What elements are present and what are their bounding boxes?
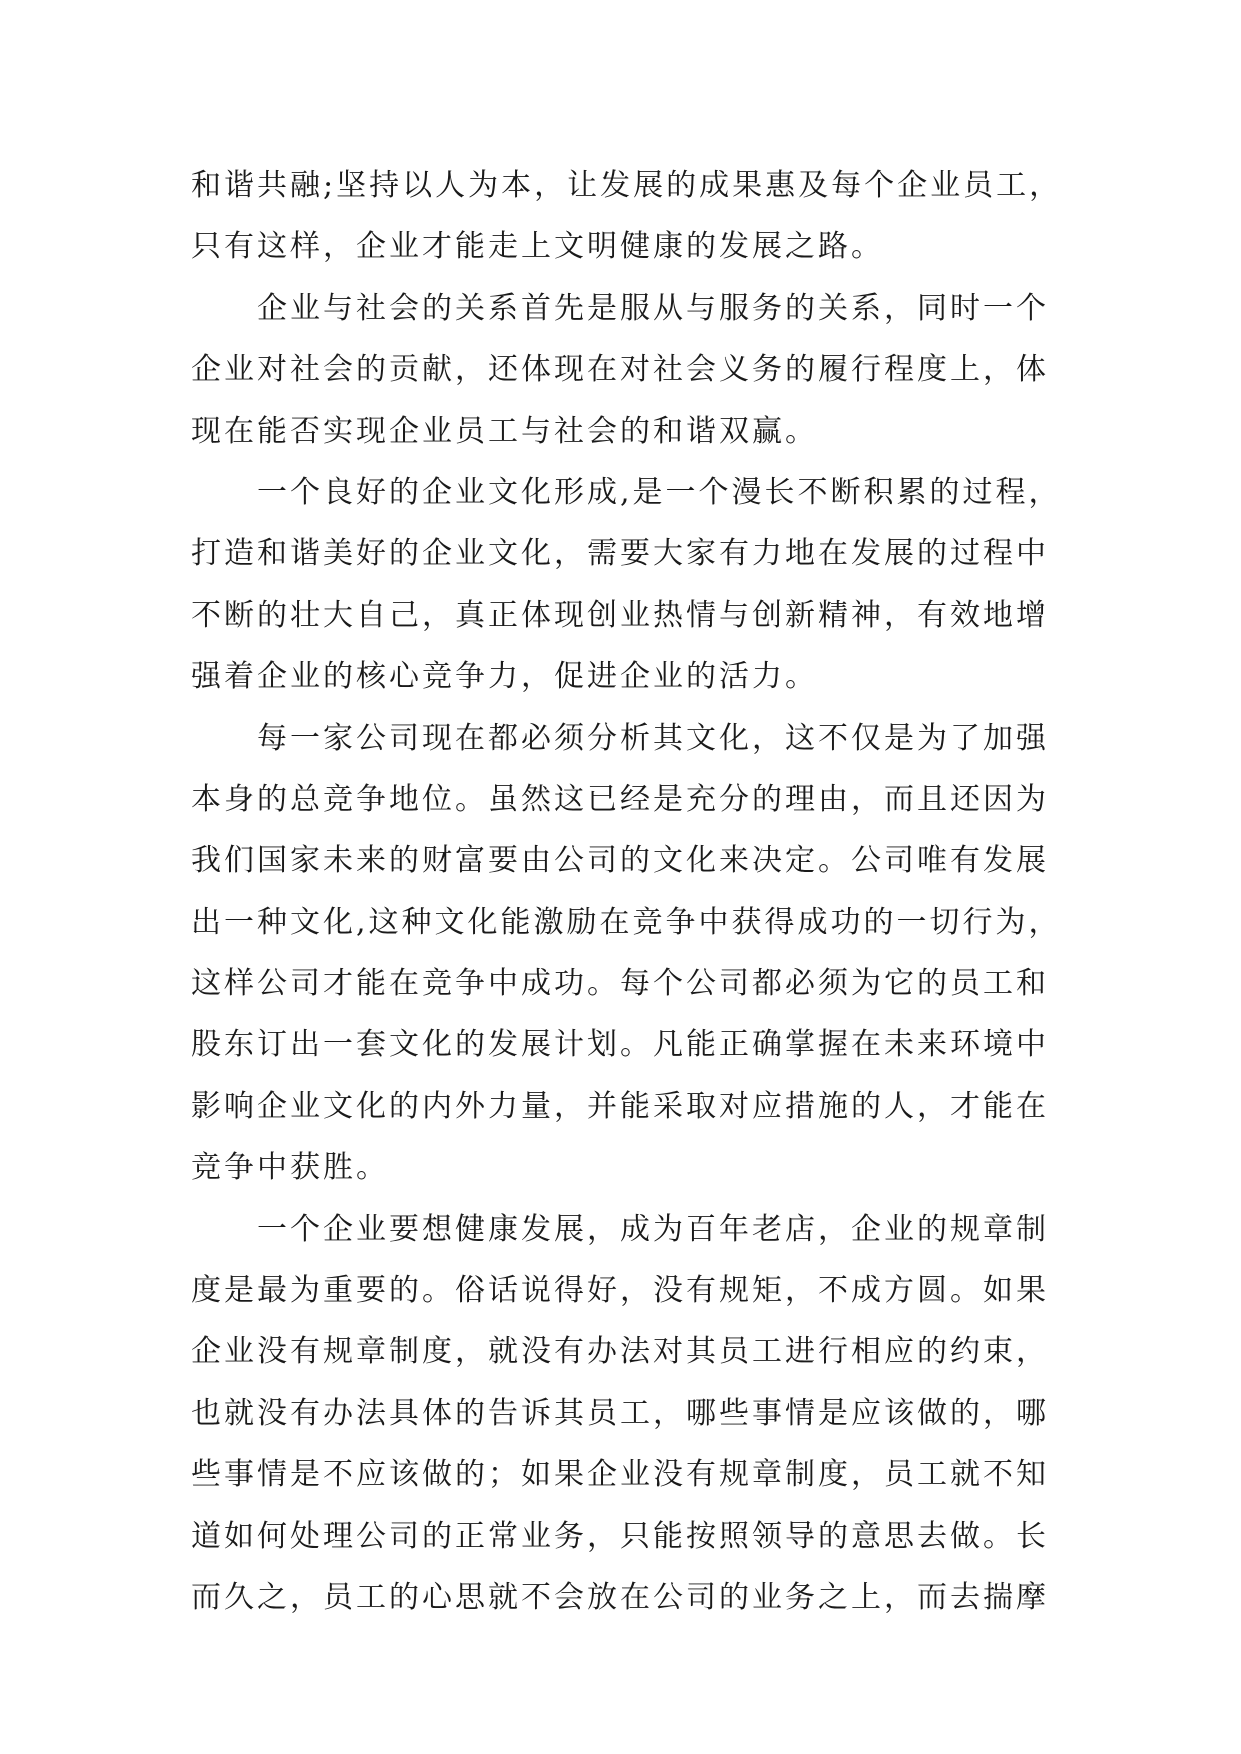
text-line: 竞争中获胜。	[191, 1150, 389, 1186]
text-line: 不断的壮大自己，真正体现创业热情与创新精神，有效地增	[191, 597, 1049, 633]
body-text	[191, 155, 1063, 1628]
text-line: 也就没有办法具体的告诉其员工，哪些事情是应该做的，哪	[191, 1395, 1049, 1431]
text-line: 现在能否实现企业员工与社会的和谐双赢。	[191, 413, 818, 449]
text-line: 企业对社会的贡献，还体现在对社会义务的履行程度上，体	[191, 352, 1049, 388]
text-line: 企业与社会的关系首先是服从与服务的关系，同时一个	[257, 290, 1049, 326]
text-line: 出一种文化,这种文化能激励在竞争中获得成功的一切行为，	[191, 904, 1062, 940]
text-line: 每一家公司现在都必须分析其文化，这不仅是为了加强	[257, 720, 1049, 756]
text-line: 一个企业要想健康发展，成为百年老店，企业的规章制	[257, 1211, 1049, 1247]
text-line: 打造和谐美好的企业文化，需要大家有力地在发展的过程中	[191, 536, 1049, 572]
text-line: 一个良好的企业文化形成,是一个漫长不断积累的过程，	[257, 474, 1062, 510]
text-line: 影响企业文化的内外力量，并能采取对应措施的人，才能在	[191, 1088, 1049, 1124]
text-line: 强着企业的核心竞争力，促进企业的活力。	[191, 659, 818, 695]
text-line: 企业没有规章制度，就没有办法对其员工进行相应的约束，	[191, 1334, 1049, 1370]
text-line: 道如何处理公司的正常业务，只能按照领导的意思去做。长	[191, 1518, 1049, 1554]
text-line: 而久之，员工的心思就不会放在公司的业务之上，而去揣摩	[191, 1579, 1049, 1615]
text-line: 本身的总竞争地位。虽然这已经是充分的理由，而且还因为	[191, 781, 1049, 817]
text-line: 和谐共融;坚持以人为本，让发展的成果惠及每个企业员工，	[191, 168, 1063, 203]
text-line: 股东订出一套文化的发展计划。凡能正确掌握在未来环境中	[191, 1027, 1049, 1063]
text-line: 些事情是不应该做的；如果企业没有规章制度，员工就不知	[191, 1457, 1049, 1493]
text-line: 只有这样，企业才能走上文明健康的发展之路。	[191, 229, 884, 265]
text-line: 我们国家未来的财富要由公司的文化来决定。公司唯有发展	[191, 843, 1049, 879]
text-line: 度是最为重要的。俗话说得好，没有规矩，不成方圆。如果	[191, 1273, 1049, 1309]
text-line: 这样公司才能在竞争中成功。每个公司都必须为它的员工和	[191, 966, 1049, 1002]
